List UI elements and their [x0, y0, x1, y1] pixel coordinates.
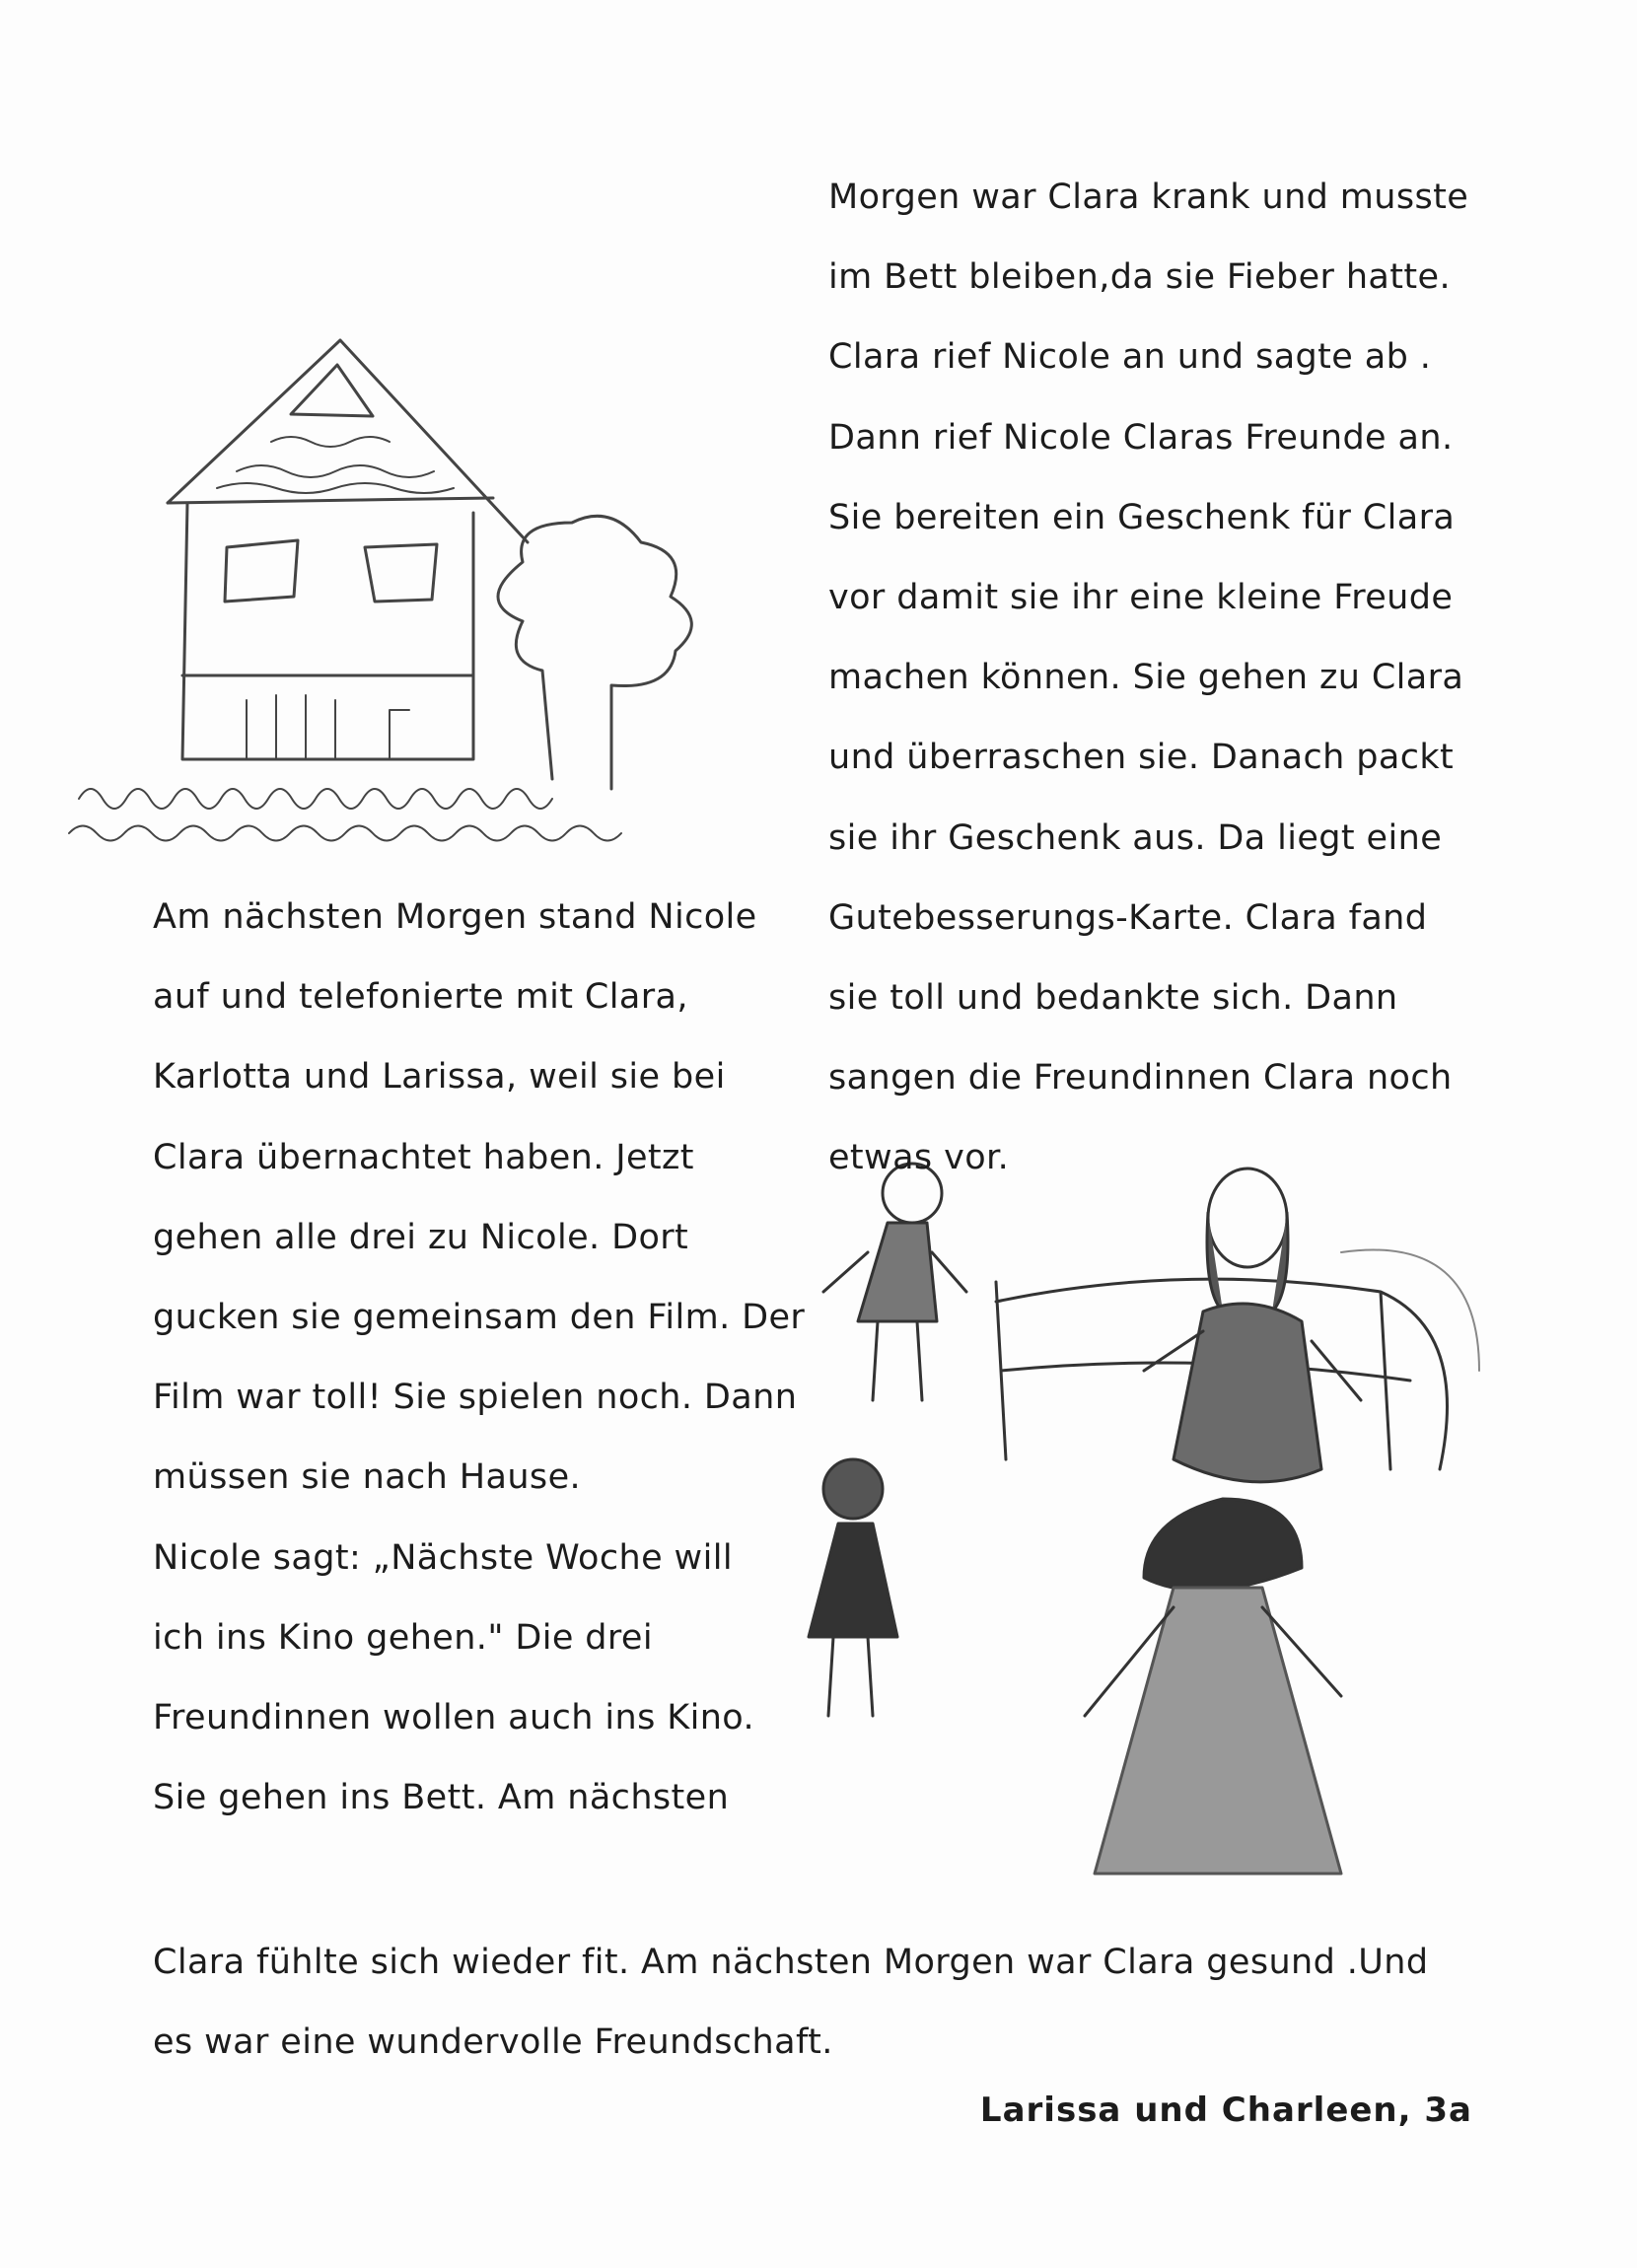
story-line: Sie gehen ins Bett. Am nächsten — [153, 1778, 730, 1818]
story-line: etwas vor. — [828, 1138, 1010, 1178]
story-line: Freundinnen wollen auch ins Kino. — [153, 1697, 755, 1737]
girl-karlotta-icon — [823, 1459, 883, 1519]
story-line: und überraschen sie. Danach packt — [828, 738, 1455, 778]
story-line: Dann rief Nicole Claras Freunde an. — [828, 417, 1454, 458]
story-line: Gutebesserungs-Karte. Clara fand — [828, 897, 1428, 938]
story-line: es war eine wundervolle Freundschaft. — [153, 2022, 833, 2063]
story-line: Sie bereiten ein Geschenk für Clara — [828, 497, 1456, 537]
story-line: gucken sie gemeinsam den Film. Der — [153, 1297, 806, 1337]
story-line: sie toll und bedankte sich. Dann — [828, 977, 1398, 1018]
girl-larissa-icon — [1144, 1499, 1302, 1591]
story-line: Clara rief Nicole an und sagte ab . — [828, 337, 1432, 378]
friends-bed-drawing — [789, 1144, 1558, 1893]
story-line: vor damit sie ihr eine kleine Freude — [828, 577, 1454, 617]
story-line: gehen alle drei zu Nicole. Dort — [153, 1217, 689, 1257]
story-line: müssen sie nach Hause. — [153, 1457, 582, 1498]
story-bottom — [153, 1923, 1533, 2083]
story-line: auf und telefonierte mit Clara, — [153, 977, 688, 1018]
story-line: Karlotta und Larissa, weil sie bei — [153, 1057, 726, 1098]
story-line: im Bett bleiben,da sie Fieber hatte. — [828, 257, 1451, 298]
story-line: sie ihr Geschenk aus. Da liegt eine — [828, 817, 1443, 858]
story-line: Clara übernachtet haben. Jetzt — [153, 1137, 694, 1177]
story-left-column — [153, 878, 823, 1838]
story-line: Clara fühlte sich wieder fit. Am nächsten Morgen war Clara gesund .Und — [153, 1943, 1429, 1982]
story-line: ich ins Kino gehen." Die drei — [153, 1617, 653, 1658]
author-signature: Larissa und Charleen, 3a — [979, 2091, 1472, 2130]
story-line: Morgen war Clara krank und musste — [828, 177, 1469, 217]
story-right-column — [828, 158, 1519, 1198]
story-line: Film war toll! Sie spielen noch. Dann — [153, 1378, 798, 1418]
tree-icon — [498, 516, 691, 789]
story-line: Nicole sagt: „Nächste Woche will — [153, 1537, 733, 1578]
house-icon — [182, 503, 473, 759]
story-line: sangen die Freundinnen Clara noch — [828, 1058, 1453, 1099]
story-line: Am nächsten Morgen stand Nicole — [153, 897, 757, 937]
grass-icon — [79, 789, 552, 809]
house-tree-drawing — [39, 325, 730, 878]
story-line: machen können. Sie gehen zu Clara — [828, 658, 1464, 698]
